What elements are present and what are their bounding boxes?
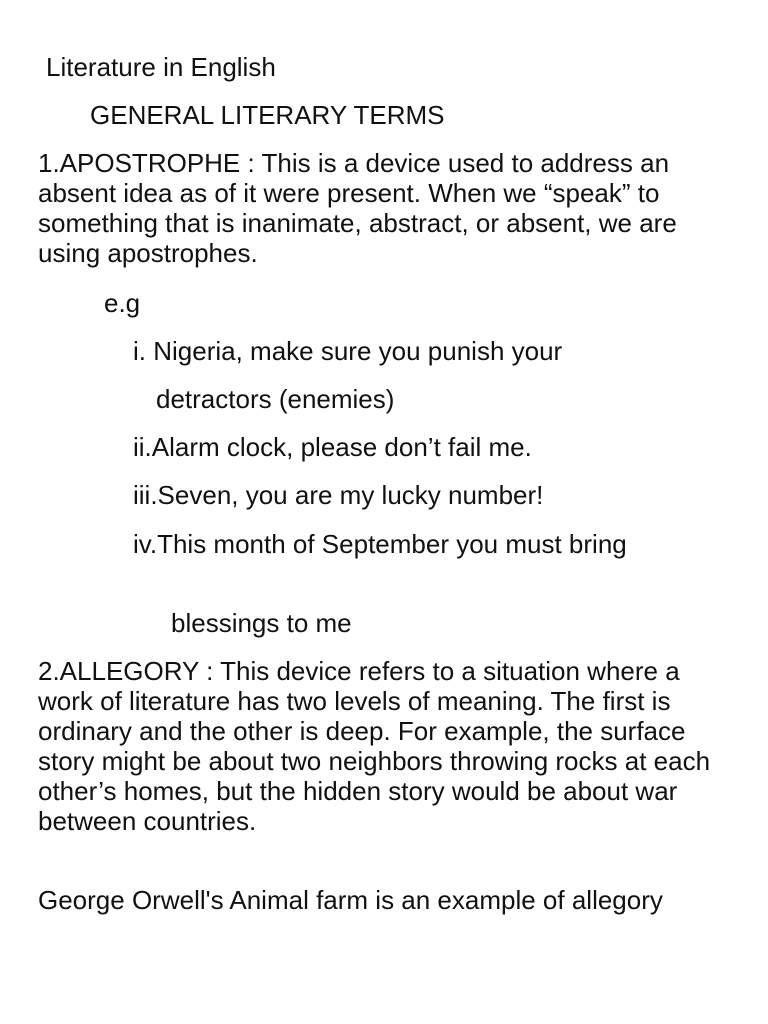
example-item: iv.This month of September you must bring: [133, 529, 627, 559]
example-item-continuation: blessings to me: [171, 608, 352, 638]
example-item: iii.Seven, you are my lucky number!: [133, 480, 544, 510]
example-item: i. Nigeria, make sure you punish your: [133, 336, 563, 366]
example-label: e.g: [104, 288, 141, 318]
section-heading: GENERAL LITERARY TERMS: [90, 100, 445, 130]
example-item-continuation: detractors (enemies): [156, 384, 395, 414]
document-title: Literature in English: [46, 52, 276, 82]
allegory-example: George Orwell's Animal farm is an example of allegory: [38, 885, 663, 915]
example-item: ii.Alarm clock, please don’t fail me.: [133, 432, 532, 462]
apostrophe-definition: 1.APOSTROPHE : This is a device used to address an absent idea as of it were present. When we “speak” to something that is inanimate, abstract, or absent, we are using apostrophes.: [38, 148, 677, 268]
allegory-definition: 2.ALLEGORY : This device refers to a situation where a work of literature has two levels of meaning. The first is ordinary and the other is deep. For example, the surface story might be about two neighbors throwing rocks at each other’s homes, but the hidden story would be about war between countries.: [38, 656, 711, 836]
